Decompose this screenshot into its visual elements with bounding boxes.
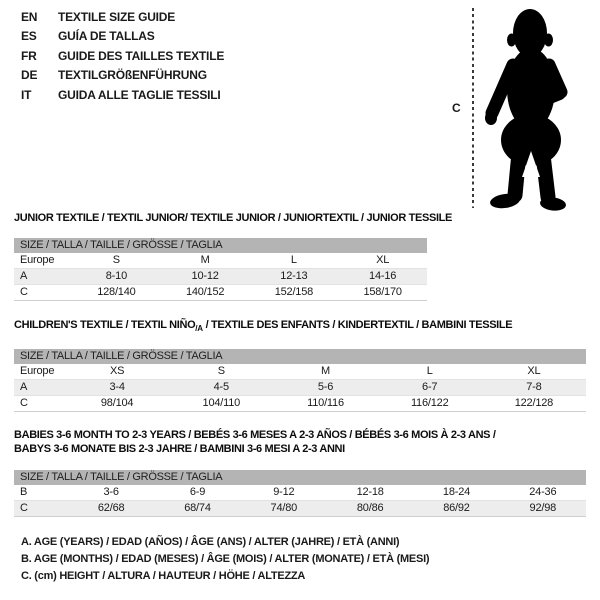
size-table-section-children [14,318,586,412]
size-cell: L [290,254,297,266]
row-label: B [20,486,28,498]
toddler-silhouette-icon [482,3,600,214]
size-cell: 110/116 [307,397,344,410]
table-title-line [14,428,586,442]
size-cell: 74/80 [270,502,298,514]
table-row [14,501,586,517]
table-row [14,269,427,285]
table-title-line [14,211,453,225]
language-title: GUÍA DE TALLAS [58,29,155,44]
size-table-junior [14,238,427,301]
size-cell: 140/152 [185,286,225,298]
size-cell: S [112,254,120,266]
size-cell: 104/110 [202,397,241,410]
language-title-list [21,8,224,105]
size-cell: 128/140 [97,286,136,298]
size-cell: 4-5 [213,381,229,394]
language-code: FR [21,48,37,63]
size-cell: 3-4 [109,381,125,394]
language-title: TEXTILGRÖßENFÜHRUNG [58,68,207,83]
size-cell: XL [376,254,390,266]
row-label: Europe [20,365,55,378]
size-cell: 6-7 [422,381,438,394]
table-title [14,211,453,225]
size-cell: 122/128 [514,397,554,410]
size-cell: 98/104 [100,397,134,410]
language-row [21,86,224,105]
size-cell: XL [527,365,541,378]
language-title: GUIDA ALLE TAGLIE TESSILI [58,87,221,102]
table-row [14,380,586,396]
row-label: A [20,381,28,394]
size-cell: M [200,254,210,266]
size-cell: 14-16 [369,270,397,282]
size-cell: 3-6 [103,486,119,498]
size-cell: 116/122 [410,397,449,410]
language-row [21,66,224,85]
height-measure-label: C [452,101,461,115]
height-measure-dashed-line [472,8,474,208]
table-header-bar: SIZE / TALLA / TAILLE / GRÖSSE / TAGLIA [14,349,586,364]
size-cell: 7-8 [526,381,542,394]
table-header-bar: SIZE / TALLA / TAILLE / GRÖSSE / TAGLIA [14,238,427,253]
size-cell: 10-12 [191,270,219,282]
language-code: DE [21,68,38,83]
title-text: BABYS 3-6 MONATE BIS 2-3 JAHRE / BAMBINI 3-6 MESI A 2-3 ANNI [14,443,345,455]
table-row [14,253,427,269]
size-cell: 24-36 [529,486,557,498]
size-cell: 62/68 [97,502,125,514]
table-title [14,318,586,336]
footnote-line: B. AGE (MONTHS) / EDAD (MESES) / ÂGE (MOIS) / ALTER (MONATE) / ETÀ (MESI) [21,553,430,566]
size-cell: 92/98 [529,502,557,514]
footnote-legend [21,534,429,586]
language-title: GUIDE DES TAILLES TEXTILE [58,48,225,63]
table-row [14,364,586,380]
row-label: Europe [20,254,55,266]
title-text: CHILDREN'S TEXTILE / TEXTIL NIÑO [14,319,196,331]
language-code: IT [21,87,32,102]
language-row [21,27,224,46]
size-cell: L [426,365,433,378]
size-cell: 152/158 [274,286,314,298]
size-cell: 5-6 [317,381,334,394]
table-title-line [14,442,586,456]
row-label: C [20,397,28,410]
size-cell: 86/92 [443,502,470,514]
size-cell: 18-24 [442,486,471,498]
size-cell: 9-12 [273,486,295,498]
row-label: A [20,270,28,282]
footnote-line: A. AGE (YEARS) / EDAD (AÑOS) / ÂGE (ANS) / ALTER (JAHRE) / ETÀ (ANNI) [21,536,400,548]
table-row [14,396,586,412]
size-table-section-junior [14,211,453,301]
size-cell: 80/86 [356,502,384,514]
title-text: / TEXTILE DES ENFANTS / KINDERTEXTIL / BAMBINI TESSILE [202,319,513,331]
size-cell: 6-9 [189,486,206,498]
size-cell: 12-18 [356,486,384,498]
row-label: C [20,286,28,298]
language-title: TEXTILE SIZE GUIDE [58,10,176,24]
size-cell: 68/74 [184,502,211,514]
language-code: ES [21,29,37,44]
size-cell: S [217,365,225,378]
table-header-bar: SIZE / TALLA / TAILLE / GRÖSSE / TAGLIA [14,470,586,485]
table-title [14,428,586,456]
row-label: C [20,502,28,514]
size-cell: 12-13 [280,270,308,282]
title-text: JUNIOR TEXTILE / TEXTIL JUNIOR/ TEXTILE JUNIOR / JUNIORTEXTIL / JUNIOR TESSILE [14,212,453,224]
size-cell: M [321,365,330,378]
title-text: /A [195,324,203,334]
table-row [14,285,427,301]
title-text: BABIES 3-6 MONTH TO 2-3 YEARS / BEBÉS 3-6 MESES A 2-3 AÑOS / BÉBÉS 3-6 MOIS À 2-3 ANS / [14,429,496,441]
table-row [14,485,586,501]
language-row [21,47,224,66]
size-table-section-babies [14,428,586,517]
language-code: EN [21,10,38,24]
footnote-line: C. (cm) HEIGHT / ALTURA / HAUTEUR / HÖHE / ALTEZZA [21,570,306,583]
size-cell: 8-10 [105,270,127,282]
language-row [21,8,224,27]
size-cell: 158/170 [363,286,402,298]
size-table-babies [14,470,586,517]
size-cell: XS [109,365,125,378]
table-title-line [14,318,586,336]
size-table-children [14,349,586,412]
